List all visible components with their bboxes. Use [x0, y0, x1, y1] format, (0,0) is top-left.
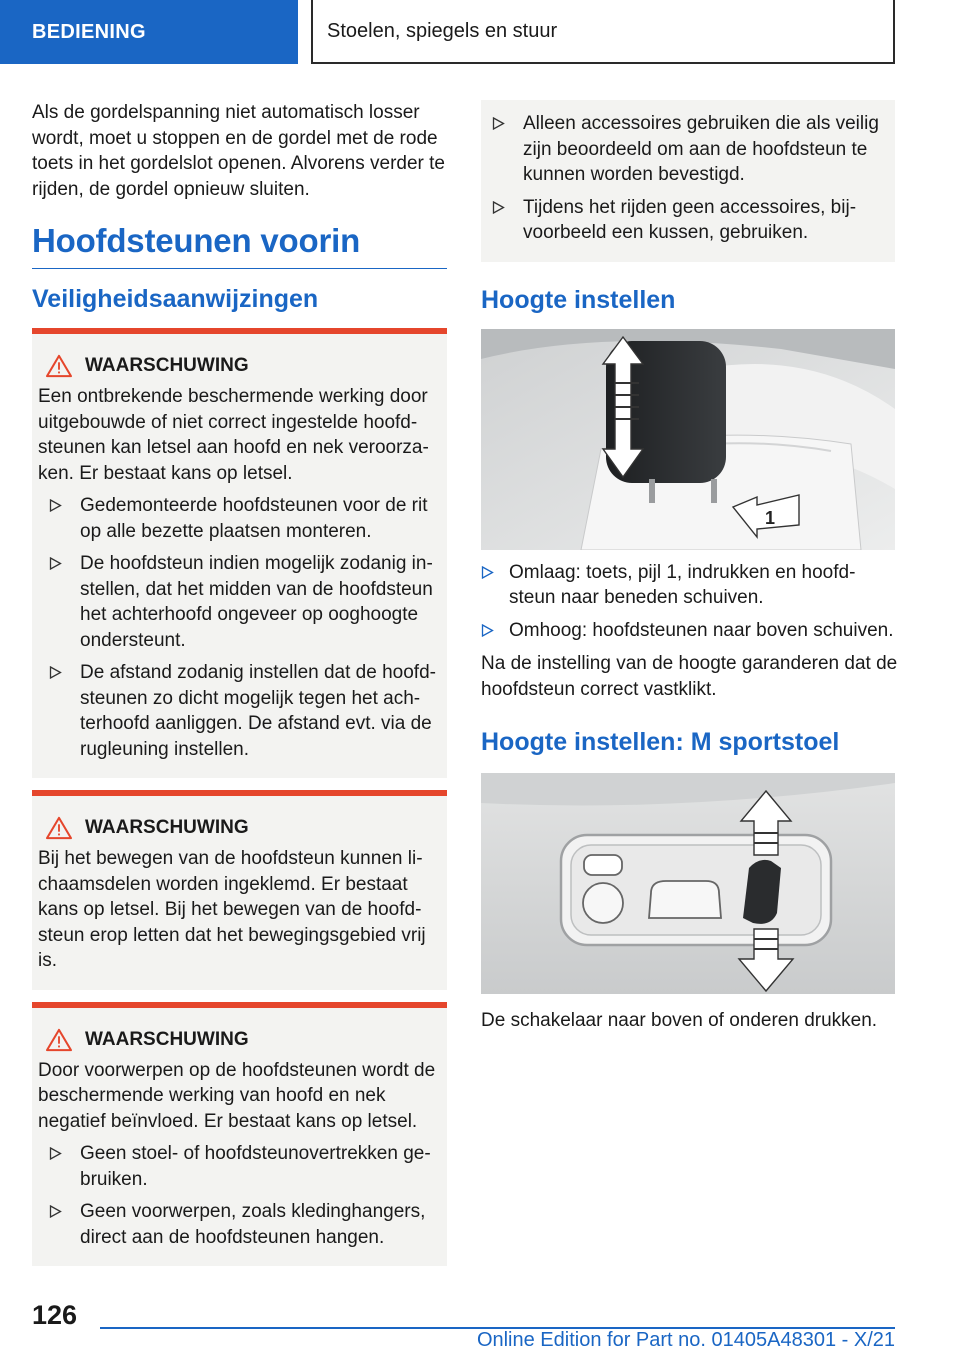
section-heading: Hoogte instellen: [481, 285, 676, 314]
page-heading: Hoofdsteunen voorin: [32, 222, 447, 269]
warning-text: Bij het bewegen van de hoofdsteun kunnen lichaamsdelen worden ingeklemd. Er bestaat kans op letsel. Bij het bewegen van de hoofdsteun erop letten dat het bewegingsgebied vrij is.: [38, 848, 426, 971]
warning-box: [32, 1002, 447, 1267]
triangle-bullet-icon: [481, 566, 494, 579]
section-heading: Hoogte instellen: M sportstoel: [481, 728, 840, 756]
intro-paragraph: Als de gordelspanning niet automatisch losser wordt, moet u stoppen en de gordel met de rode toets in het gordelslot openen. Alvorens verder te rijden, de gordel opnieuw sluiten.: [32, 102, 445, 200]
list-item: Alleen accessoires gebruiken die als veilig zijn beoordeeld om aan de hoofdsteun te kunnen worden bevestigd.: [481, 111, 895, 188]
warning-box: [32, 790, 447, 990]
seat-switch-illustration: [481, 773, 895, 994]
triangle-bullet-icon: [492, 201, 505, 214]
list-item: Gedemonteerde hoofdsteunen voor de rit op alle bezette plaatsen monteren.: [38, 493, 441, 544]
page-number: 126: [32, 1300, 78, 1330]
warning-list: [38, 493, 441, 762]
headrest-illustration: [481, 329, 895, 550]
list-item: Geen voorwerpen, zoals kledinghangers, direct aan de hoofdsteunen hangen.: [38, 1199, 441, 1250]
warning-header: [38, 1028, 441, 1052]
triangle-bullet-icon: [49, 557, 62, 570]
list-item: Omlaag: toets, pijl 1, indrukken en hoofdsteun naar beneden schuiven.: [481, 560, 895, 611]
triangle-bullet-icon: [49, 1147, 62, 1160]
body-paragraph: Na de instelling van de hoogte garanderen dat de hoofdsteun correct vastklikt.: [481, 653, 898, 700]
edition-text: Online Edition for Part no. 01405A48301 - X/21: [476, 1329, 895, 1351]
warning-label: WAARSCHUWING: [85, 355, 249, 376]
chapter-title: Stoelen, spiegels en stuur: [311, 0, 895, 64]
headrest-image: [481, 329, 895, 550]
instruction-list: [481, 560, 895, 644]
warning-header: [38, 816, 441, 840]
body-paragraph: De schakelaar naar boven of onderen drukken.: [481, 1010, 878, 1031]
seat-switch-image: [481, 773, 895, 994]
triangle-bullet-icon: [49, 499, 62, 512]
warning-label: WAARSCHUWING: [85, 817, 249, 838]
section-tab: BEDIENING: [0, 0, 298, 64]
safety-subheading: Veiligheidsaanwijzingen: [32, 285, 319, 313]
warning-label: WAARSCHUWING: [85, 1028, 249, 1050]
list-item: Omhoog: hoofdsteunen naar boven schuiven.: [481, 618, 895, 644]
list-item: De hoofdsteun indien mogelijk zodanig instellen, dat het midden van de hoofdsteun het achterhoofd ongeveer op ooghoogte ondersteunt.: [38, 551, 441, 653]
triangle-bullet-icon: [49, 1205, 62, 1218]
left-column: [32, 100, 447, 1266]
triangle-bullet-icon: [492, 117, 505, 130]
warning-triangle-icon: [44, 816, 74, 840]
right-column: [481, 100, 898, 1034]
warning-triangle-icon: [44, 354, 74, 378]
triangle-bullet-icon: [49, 666, 62, 679]
warning-box: [32, 328, 447, 778]
warning-header: [38, 354, 441, 378]
warning-list: [38, 1141, 441, 1250]
list-item: Tijdens het rijden geen accessoires, bijvoorbeeld een kussen, gebruiken.: [481, 195, 895, 246]
list-item: Geen stoel- of hoofdsteunovertrekken gebruiken.: [38, 1141, 441, 1192]
warning-continuation: [481, 100, 895, 262]
triangle-bullet-icon: [481, 624, 494, 637]
callout-number: 1: [765, 507, 776, 528]
list-item: De afstand zodanig instellen dat de hoofdsteunen zo dicht mogelijk tegen het achterhoofd aanliggen. De afstand evt. via de rugleuning instellen.: [38, 660, 441, 762]
warning-text: Een ontbrekende beschermende werking door uitgebouwde of niet correct ingestelde hoofdsteunen kan letsel aan hoofd en nek veroorzaken. Er bestaat kans op letsel.: [38, 386, 429, 484]
warning-triangle-icon: [44, 1028, 74, 1052]
warning-text: Door voorwerpen op de hoofdsteunen wordt de beschermende werking van hoofd en nek negatief beïnvloed. Er bestaat kans op letsel.: [38, 1059, 436, 1132]
warning-list: [481, 111, 895, 246]
